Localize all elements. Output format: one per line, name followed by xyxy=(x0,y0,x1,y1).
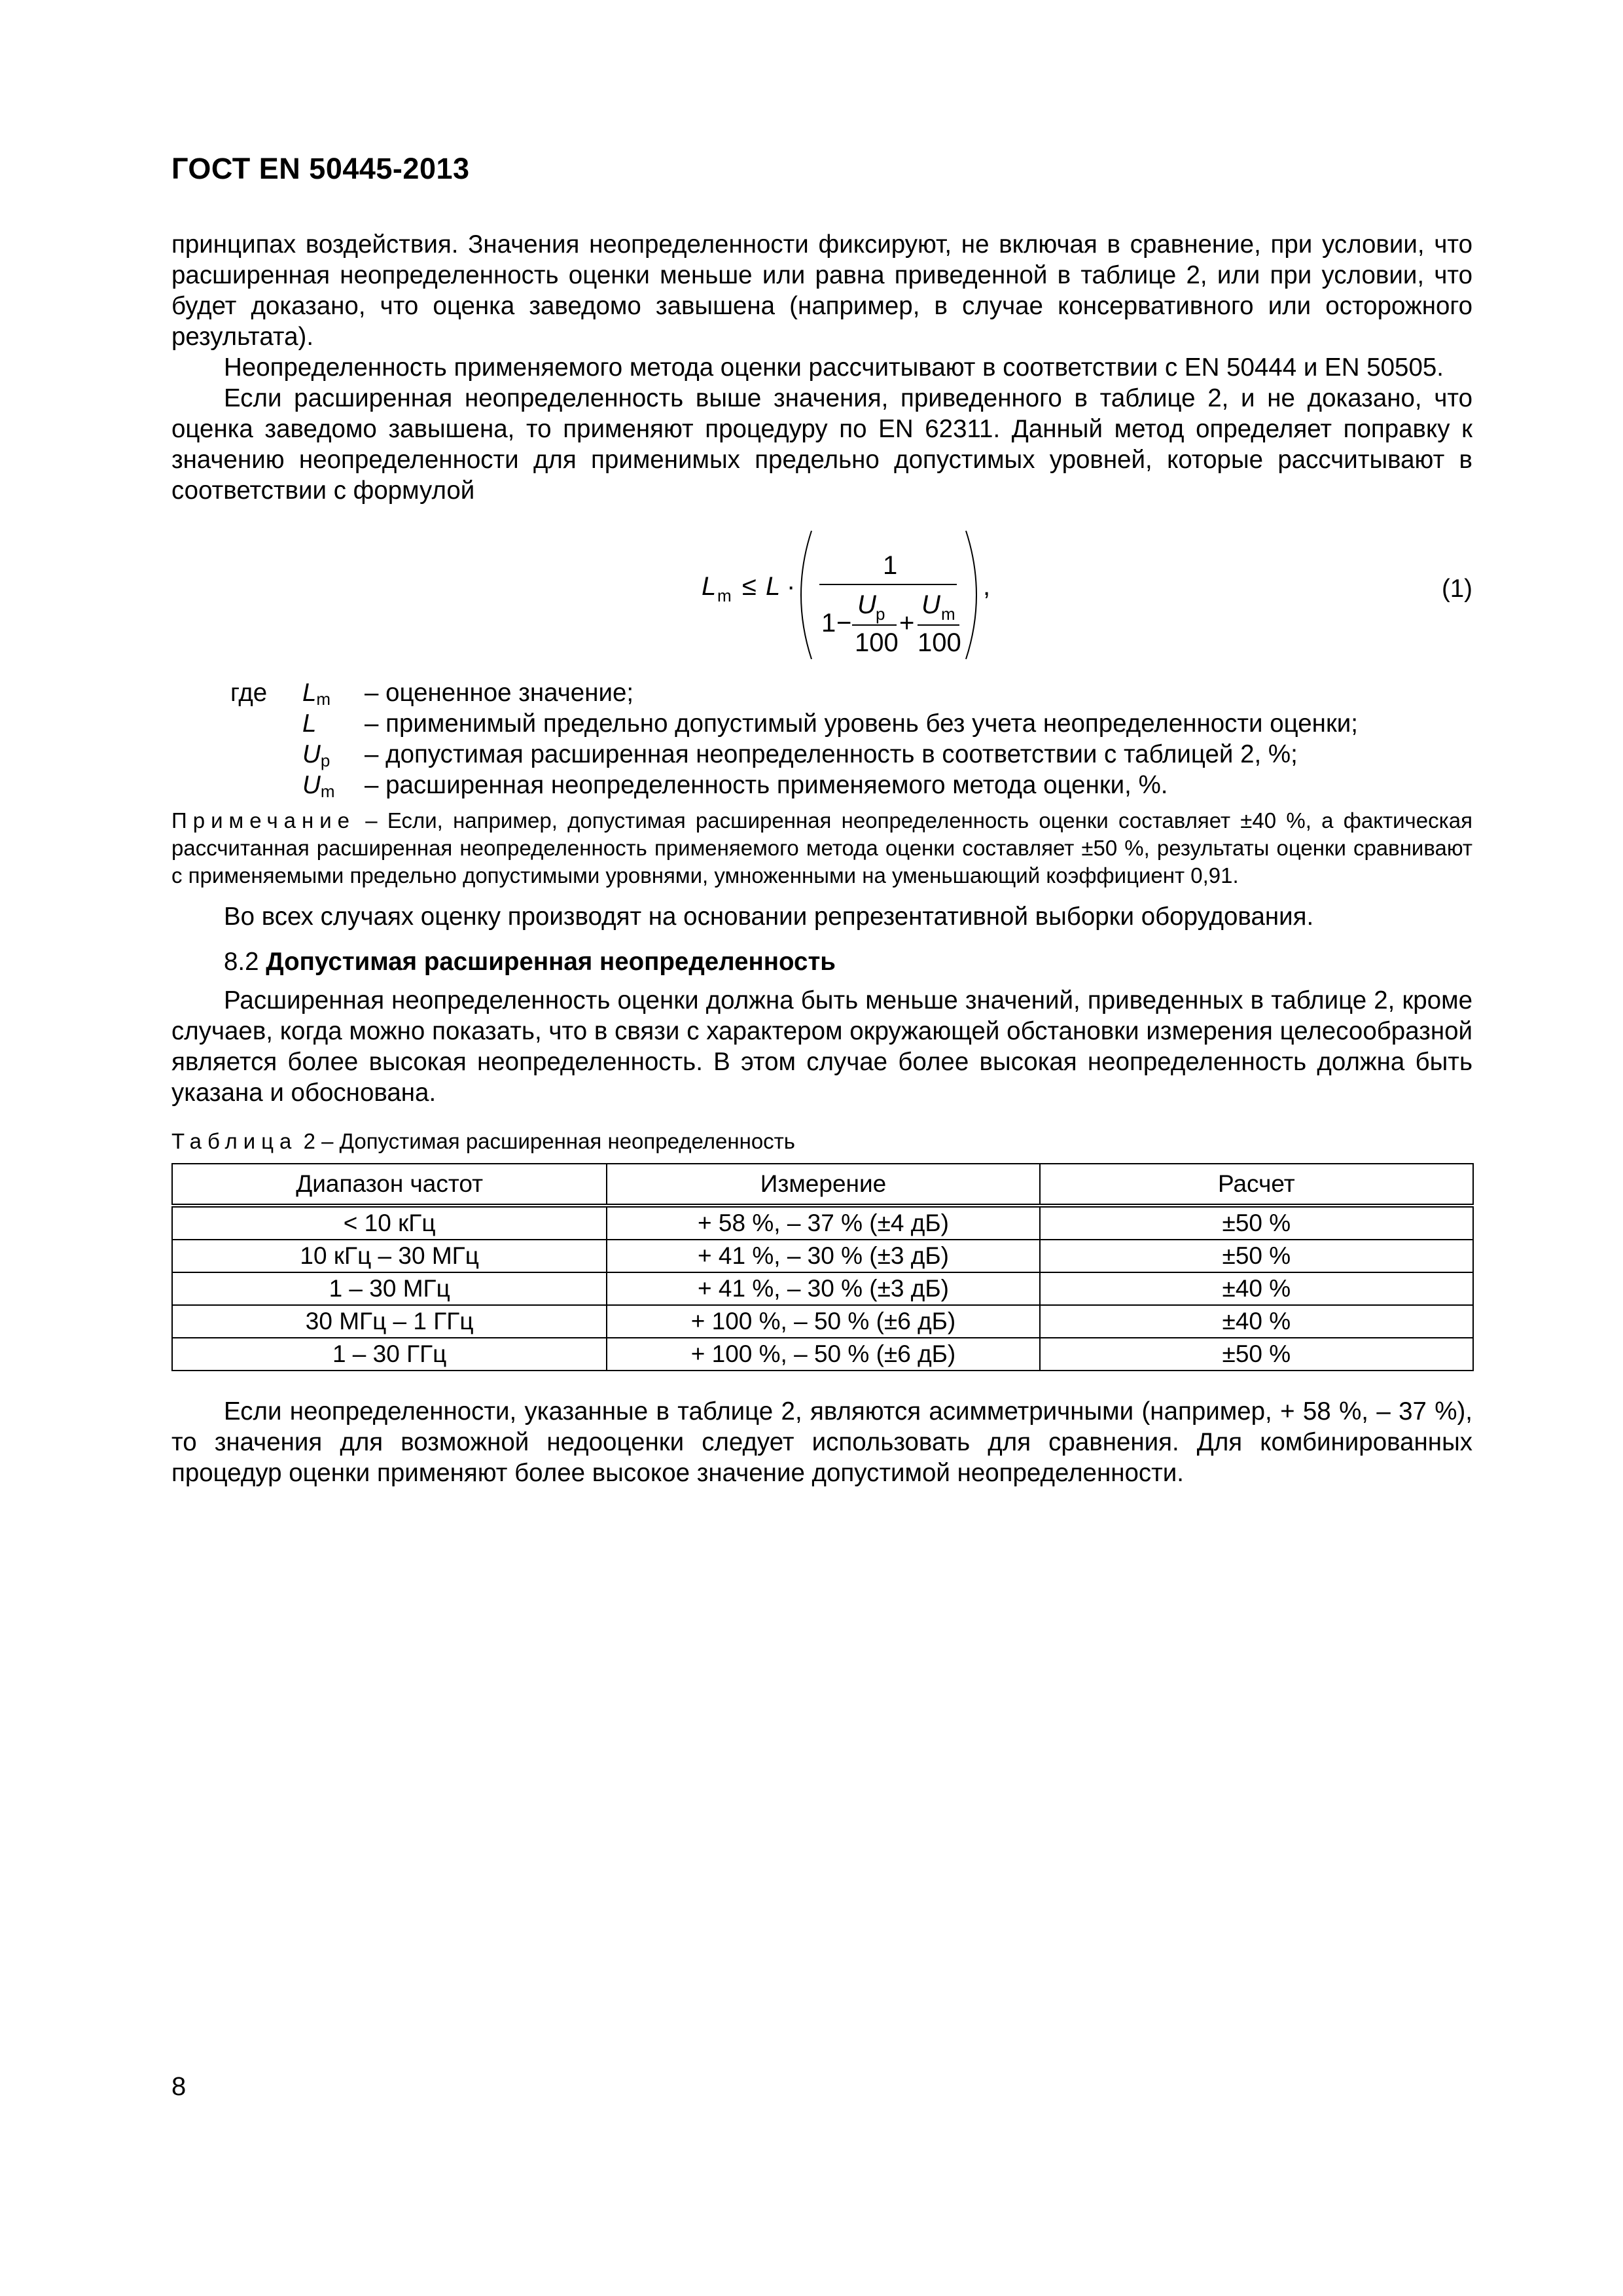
column-header-measurement: Измерение xyxy=(607,1164,1039,1206)
legend-symbol: $U_p$ xyxy=(302,740,330,770)
section-number: 8.2 xyxy=(224,948,259,976)
legend-description: – оцененное значение; xyxy=(365,679,634,707)
document-header: ГОСТ EN 50445-2013 xyxy=(171,152,470,185)
table-caption-number: 2 xyxy=(303,1129,315,1153)
page-number: 8 xyxy=(171,2072,187,2101)
table-row xyxy=(172,1240,1473,1272)
left-paren xyxy=(801,531,812,659)
table-cell: ±50 % xyxy=(1040,1206,1473,1240)
note-text: – Если, например, допустимая расширенная неопределенность оценки составляет ±40 %, а фактическая рассчитанная расширенная неопределенность применяемого метода оценки составляет ±50 %, результаты оценки сравнивают с применяемыми предельно допустимыми уровнями, умноженными на уменьшающий коэффициент 0,91. xyxy=(171,808,1472,888)
table-cell: ±40 % xyxy=(1040,1305,1473,1338)
paragraph-asymmetric: Если неопределенности, указанные в таблице 2, являются асимметричными (например, + 58 %, – 37 %), то значения для возможной недооценки следует использовать для сравнения. Для комбинированных процедур оценки применяют более высокое значение допустимой неопределенности. xyxy=(171,1397,1472,1487)
table-cell: + 58 %, – 37 % (±4 дБ) xyxy=(607,1206,1039,1240)
table-cell: ±40 % xyxy=(1040,1272,1473,1305)
table-cell: ±50 % xyxy=(1040,1338,1473,1371)
legend-description: – применимый предельно допустимый уровень без учета неопределенности оценки; xyxy=(365,709,1358,738)
page-content xyxy=(171,229,1472,1488)
legend-symbol: L xyxy=(302,709,317,738)
legend-row xyxy=(171,770,1472,800)
legend-row xyxy=(171,739,1472,770)
table-cell: 30 МГц – 1 ГГц xyxy=(172,1305,607,1338)
formula-relation: ≤ xyxy=(742,572,757,601)
uncertainty-table xyxy=(171,1163,1474,1371)
formula-dot: · xyxy=(787,572,796,601)
formula-comma: , xyxy=(983,572,991,601)
table-header-row xyxy=(172,1164,1473,1206)
table-cell: + 41 %, – 30 % (±3 дБ) xyxy=(607,1240,1039,1272)
formula-denom1: 100 xyxy=(855,628,899,657)
table-cell: 1 – 30 ГГц xyxy=(172,1338,607,1371)
table-cell: 10 кГц – 30 МГц xyxy=(172,1240,607,1272)
legend-row xyxy=(171,677,1472,708)
formula-lhs-sub: m xyxy=(717,586,732,605)
formula-lhs-symbol: L xyxy=(702,572,717,601)
legend-symbol: $U_m$ xyxy=(302,771,335,801)
legend-symbol: $L_m$ xyxy=(302,679,331,709)
formula-one: 1 xyxy=(821,609,836,637)
formula-up-sub: p xyxy=(876,604,885,624)
formula-legend xyxy=(171,677,1472,800)
column-header-frequency: Диапазон частот xyxy=(172,1164,607,1206)
formula-plus: + xyxy=(899,609,915,637)
table-row xyxy=(172,1305,1473,1338)
table-row xyxy=(172,1206,1473,1240)
formula-numerator: 1 xyxy=(883,551,898,580)
formula-number: (1) xyxy=(1441,575,1472,603)
table-cell: + 100 %, – 50 % (±6 дБ) xyxy=(607,1305,1039,1338)
table-row xyxy=(172,1338,1473,1371)
formula-minus: − xyxy=(836,609,852,637)
table-caption-label: Таблица xyxy=(171,1129,298,1153)
formula-rhs-symbol: L xyxy=(766,572,781,601)
section-title: Допустимая расширенная неопределенность xyxy=(266,948,836,976)
paragraph-procedure: Если расширенная неопределенность выше значения, приведенного в таблице 2, и не доказано, что оценка заведомо завышена, то применяют процедуру по EN 62311. Данный метод определяет поправку к значению неопределенности для применимых предельно допустимых уровней, которые рассчитывают в соответствии с формулой xyxy=(171,384,1472,505)
note-block xyxy=(171,807,1472,889)
legend-where-word: где xyxy=(230,679,268,707)
table-row xyxy=(172,1272,1473,1305)
formula-graphic xyxy=(171,511,1284,675)
formula-up-symbol: U xyxy=(857,590,876,619)
paragraph-method-uncertainty: Неопределенность применяемого метода оценки рассчитывают в соответствии с EN 50444 и EN 50505. xyxy=(224,353,1444,382)
table-cell: 1 – 30 МГц xyxy=(172,1272,607,1305)
legend-row xyxy=(171,708,1472,739)
paragraph-sampling: Во всех случаях оценку производят на основании репрезентативной выборки оборудования. xyxy=(224,903,1314,931)
table-cell: + 100 %, – 50 % (±6 дБ) xyxy=(607,1338,1039,1371)
legend-description: – расширенная неопределенность применяемого метода оценки, %. xyxy=(365,771,1168,799)
table-caption xyxy=(171,1128,1472,1155)
paragraph-requirements: Расширенная неопределенность оценки должна быть меньше значений, приведенных в таблице 2, кроме случаев, когда можно показать, что в связи с характером окружающей обстановки измерения целесообразной является более высокая неопределенность. В этом случае более высокая неопределенность должна быть указана и обоснована. xyxy=(171,986,1472,1107)
table-cell: < 10 кГц xyxy=(172,1206,607,1240)
formula-um-sub: m xyxy=(941,604,955,624)
table-caption-text: – Допустимая расширенная неопределенность xyxy=(321,1129,795,1153)
note-label: Примечание xyxy=(171,808,356,833)
table-cell: + 41 %, – 30 % (±3 дБ) xyxy=(607,1272,1039,1305)
paragraph-continuation: принципах воздействия. Значения неопределенности фиксируют, не включая в сравнение, при условии, что расширенная неопределенность оценки меньше или равна приведенной в таблице 2, или при условии, что будет доказано, что оценка заведомо завышена (например, в случае консервативного или осторожного результата). xyxy=(171,230,1472,351)
right-paren xyxy=(966,531,976,659)
formula-denom2: 100 xyxy=(918,628,961,657)
column-header-calculation: Расчет xyxy=(1040,1164,1473,1206)
formula-um-symbol: U xyxy=(921,590,940,619)
table-cell: ±50 % xyxy=(1040,1240,1473,1272)
legend-description: – допустимая расширенная неопределенность в соответствии с таблицей 2, %; xyxy=(365,740,1298,768)
formula-1 xyxy=(171,511,1472,675)
section-heading xyxy=(171,946,1472,977)
